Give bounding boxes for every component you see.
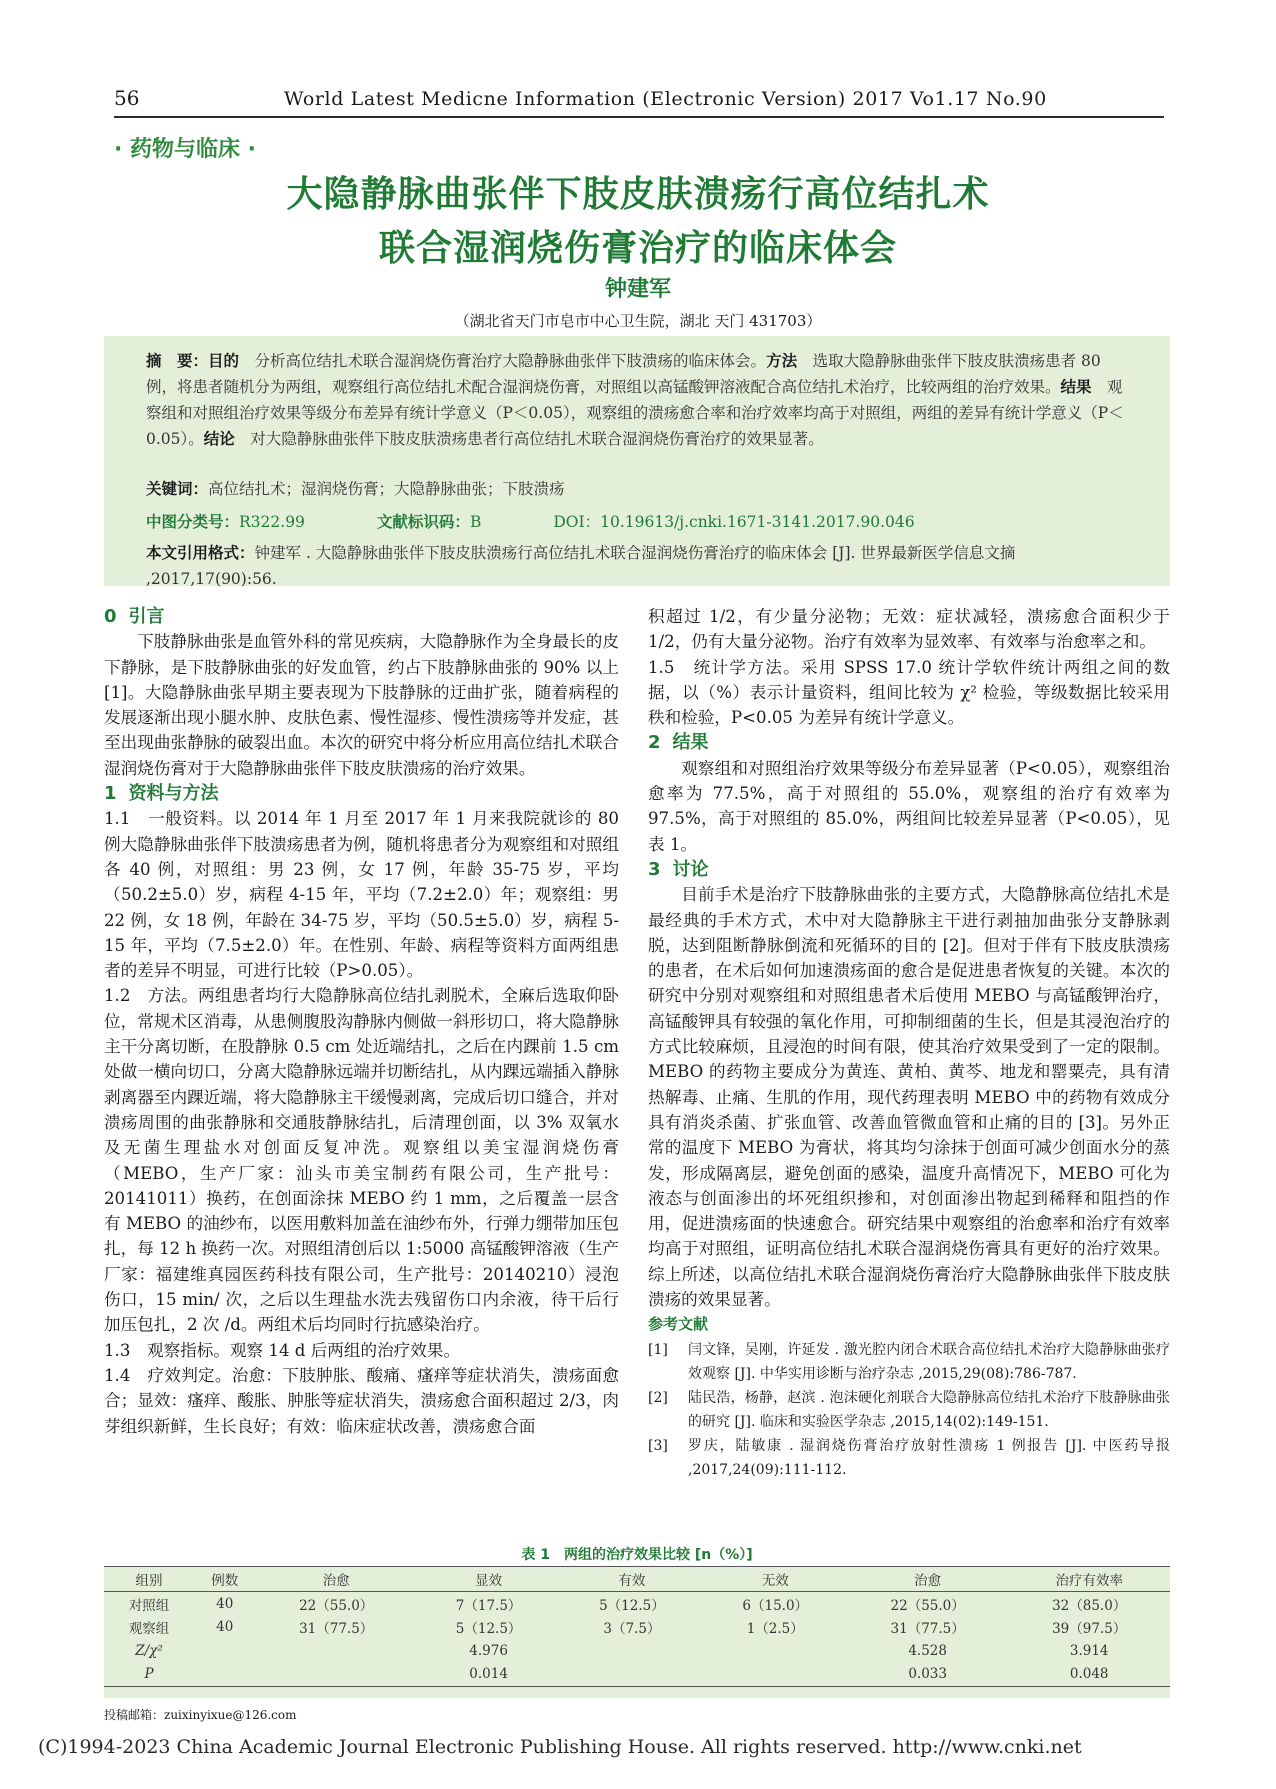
page-number: 56 bbox=[114, 86, 140, 110]
section-tag: · 药物与临床 · bbox=[114, 137, 257, 162]
abstract-text bbox=[146, 348, 1136, 452]
objective-label: 目的 bbox=[208, 352, 240, 370]
result-label: 结果 bbox=[1060, 378, 1092, 396]
section-0-heading: 0 引言 bbox=[104, 606, 165, 627]
subsection-1-4-part1: 1.4 疗效判定。治愈：下肢肿胀、酸痛、瘙痒等症状消失，溃疡面愈合；显效：瘙痒、酸胀、肿胀等症状消失，溃疡愈合面积超过 2/3，肉芽组织新鲜，生长良好；有效：临床症状改善，溃疡愈合面 bbox=[104, 1365, 619, 1436]
clc-label: 中图分类号： bbox=[146, 513, 240, 531]
subsection-1-5: 1.5 统计学方法。采用 SPSS 17.0 统计学软件统计两组之间的数据，以（%）表示计量资料，组间比较为 χ² 检验，等级数据比较采用秩和检验，P<0.05 为差异有统计学意义。 bbox=[648, 657, 1170, 728]
discussion-paragraph: 目前手术是治疗下肢静脉曲张的主要方式，大隐静脉高位结扎术是最经典的手术方式，术中对大隐静脉主干进行剥抽加曲张分支静脉剥脱，达到阻断静脉倒流和死循环的目的 [2]。但对于伴有下肢皮肤溃疡的患者，在术后如何加速溃疡面的愈合是促进患者恢复的关键。本次的研究中分别对观察组和对照组患者术后使用 MEBO 与高锰酸钾治疗，高锰酸钾具有较强的氧化作用，可抑制细菌的生长，但是其浸泡治疗的方式比较麻烦，且浸泡的时间有限，使其治疗效果受到了一定的限制。MEBO 的药物主要成分为黄连、黄柏、黄芩、地龙和罂粟壳，具有清热解毒、止痛、生肌的作用，现代药理表明 MEBO 中的药物有效成分具有消炎杀菌、扩张血管、改善血管微血管和止痛的目的 [3]。另外正常的温度下 MEBO 为膏状，将其均匀涂抹于创面可减少创面水分的蒸发，形成隔离层，避免创面的感染，温度升高情况下，MEBO 可化为液态与创面渗出的坏死组织掺和，对创面渗出物起到稀释和阻挡的作用，促进溃疡面的快速愈合。研究结果中观察组的治愈率和治疗有效率均高于对照组，证明高位结扎术联合湿润烧伤膏具有更好的治疗效果。综上所述，以高位结扎术联合湿润烧伤膏治疗大隐静脉曲张伴下肢皮肤溃疡的效果显著。 bbox=[648, 885, 1170, 1310]
subsection-1-3: 1.3 观察指标。观察 14 d 后两组的治疗效果。 bbox=[104, 1340, 461, 1360]
subsection-1-2: 1.2 方法。两组患者均行大隐静脉高位结扎剥脱术，全麻后选取仰卧位，常规术区消毒，从患侧腹股沟静脉内侧做一斜形切口，将大隐静脉主干分离切断，在股静脉 0.5 cm 处近端结扎，之后在内踝前 1.5 cm 处做一横向切口，分离大隐静脉远端并切断结扎，从内踝远端插入静脉剥离器至内踝近端，将大隐静脉主干缓慢剥离，完成后切口缝合，并对溃疡周围的曲张静脉和交通肢静脉结扎，后清理创面，以 3% 双氧水及无菌生理盐水对创面反复冲洗。观察组以美宝湿润烧伤膏（MEBO，生产厂家：汕头市美宝制药有限公司，生产批号：20141011）换药，在创面涂抹 MEBO 约 1 mm，之后覆盖一层含有 MEBO 的油纱布，以医用敷料加盖在油纱布外，行弹力绷带加压包扎，每 12 h 换药一次。对照组清创后以 1:5000 高锰酸钾溶液（生产厂家：福建维真园医药科技有限公司，生产批号：20140210）浸泡伤口，15 min/ 次，之后以生理盐水洗去残留伤口内余液，待干后行加压包扎，2 次 /d。两组术后均同时行抗感染治疗。 bbox=[104, 986, 619, 1335]
clc-value: R322.99 bbox=[239, 513, 305, 531]
reference-item: [2] 陆民浩，杨静，赵滨 . 泡沫硬化剂联合大隐静脉高位结扎术治疗下肢静脉曲张的研究 [J]. 临床和实验医学杂志 ,2015,14(02):149-151. bbox=[648, 1389, 1170, 1430]
contribution-email: 投稿邮箱：zuixinyixue@126.com bbox=[104, 1708, 297, 1722]
journal-header: World Latest Medicne Information (Electronic Version) 2017 Vo1.17 No.90 bbox=[284, 88, 1047, 110]
body-column-left bbox=[104, 604, 619, 1439]
author: 钟建军 bbox=[604, 277, 671, 302]
method-label: 方法 bbox=[766, 352, 798, 370]
keywords-line bbox=[146, 476, 1136, 502]
objective-text: 分析高位结扎术联合湿润烧伤膏治疗大隐静脉曲张伴下肢溃疡的临床体会。 bbox=[254, 352, 767, 370]
table-header-cell: 治愈 bbox=[255, 1567, 417, 1592]
table-header-cell: 例数 bbox=[194, 1567, 255, 1592]
intro-paragraph: 下肢静脉曲张是血管外科的常见疾病，大隐静脉作为全身最长的皮下静脉，是下肢静脉曲张的好发血管，约占下肢静脉曲张的 90% 以上 [1]。大隐静脉曲张早期主要表现为下肢静脉的迂曲扩张，随着病程的发展逐渐出现小腿水肿、皮肤色素、慢性湿疹、慢性溃疡等并发症，甚至出现曲张静脉的破裂出血。本次的研究中将分析应用高位结扎术联合湿润烧伤膏对于大隐静脉曲张伴下肢皮肤溃疡的治疗效果。 bbox=[104, 632, 619, 778]
doc-value: B bbox=[469, 513, 482, 531]
classification-line bbox=[146, 509, 1136, 535]
table-header-row bbox=[104, 1567, 1170, 1592]
table-caption: 表 1 两组的治疗效果比较 [n（%）] bbox=[521, 1547, 753, 1563]
table-header-cell: 无效 bbox=[704, 1567, 847, 1592]
table-stat-row: P 0.014 0.033 0.048 bbox=[104, 1663, 1170, 1687]
table-header-cell: 显效 bbox=[417, 1567, 560, 1592]
citation-line bbox=[146, 540, 1136, 592]
header-rule bbox=[114, 116, 1164, 118]
cite-text: 钟建军 . 大隐静脉曲张伴下肢皮肤溃疡行高位结扎术联合湿润烧伤膏治疗的临床体会 [J]. 世界最新医学信息文摘 ,2017,17(90):56. bbox=[146, 544, 1016, 588]
reference-item: [1] 闫文锋，吴刚，许延发 . 激光腔内闭合术联合高位结扎术治疗大隐静脉曲张疗效观察 [J]. 中华实用诊断与治疗杂志 ,2015,29(08):786-787. bbox=[648, 1341, 1170, 1382]
copyright-footer: (C)1994-2023 China Academic Journal Electronic Publishing House. All rights reserved. http://www.cnki.net bbox=[38, 1736, 1082, 1758]
doc-label: 文献标识码： bbox=[376, 513, 470, 531]
results-paragraph: 观察组和对照组治疗效果等级分布差异显著（P<0.05），观察组治愈率为 77.5%，高于对照组的 55.0%，观察组的治疗有效率为 97.5%，高于对照组的 85.0%，两组间比较差异显著（P<0.05），见表 1。 bbox=[648, 758, 1170, 854]
section-3-heading: 3 讨论 bbox=[648, 858, 709, 880]
reference-item: [3] 罗庆，陆敏康 . 湿润烧伤膏治疗放射性溃疡 1 例报告 [J]. 中医药导报 ,2017,24(09):111-112. bbox=[648, 1437, 1170, 1478]
doi-value: 10.19613/j.cnki.1671-3141.2017.90.046 bbox=[600, 513, 915, 531]
subsection-1-1: 1.1 一般资料。以 2014 年 1 月至 2017 年 1 月来我院就诊的 80 例大隐静脉曲张伴下肢溃疡患者为例，随机将患者分为观察组和对照组各 40 例，对照组：男 23 例，女 17 例，年龄 35-75 岁，平均（50.2±5.0）岁，病程 4-15 年，平均（7.2±2.0）年；观察组：男 22 例，女 18 例，年龄在 34-75 岁，平均（50.5±5.0）岁，病程 5-15 年，平均（7.5±2.0）年。在性别、年龄、病程等资料方面两组患者的差异不明显，可进行比较（P>0.05）。 bbox=[104, 809, 619, 981]
abstract-label: 摘 要： bbox=[146, 352, 209, 370]
affiliation: （湖北省天门市皂市中心卫生院，湖北 天门 431703） bbox=[454, 312, 822, 330]
table-stat-row: Z/χ² 4.976 4.528 3.914 bbox=[135, 1642, 1109, 1659]
doi-label: DOI： bbox=[553, 513, 601, 531]
body-column-right bbox=[648, 604, 1170, 1482]
keywords-text: 高位结扎术；湿润烧伤膏；大隐静脉曲张；下肢溃疡 bbox=[208, 480, 565, 498]
conclusion-text: 对大隐静脉曲张伴下肢皮肤溃疡患者行高位结扎术联合湿润烧伤膏治疗的效果显著。 bbox=[250, 430, 824, 448]
cite-label: 本文引用格式： bbox=[146, 544, 255, 562]
method-text: 选取大隐静脉曲张伴下肢皮肤溃疡患者 80 例，将患者随机分为两组，观察组行高位结扎术配合湿润烧伤膏，对照组以高锰酸钾溶液配合高位结扎术治疗，比较两组的治疗效果。 bbox=[146, 352, 1101, 396]
article-title-line-2: 联合湿润烧伤膏治疗的临床体会 bbox=[378, 228, 897, 269]
section-2-heading: 2 结果 bbox=[648, 732, 709, 754]
table-row: 对照组 40 22（55.0） 7（17.5） 5（12.5） 6（15.0） 22（55.0） 32（85.0） bbox=[128, 1595, 1127, 1614]
article-title-line-1: 大隐静脉曲张伴下肢皮肤溃疡行高位结扎术 bbox=[286, 174, 990, 215]
result-text: 观察组和对照组治疗效果等级分布差异有统计学意义（P＜0.05），观察组的溃疡愈合率和治疗效率均高于对照组，两组的差异有统计学意义（P＜0.05）。 bbox=[146, 378, 1124, 448]
keywords-label: 关键词： bbox=[146, 480, 209, 498]
conclusion-label: 结论 bbox=[203, 430, 235, 448]
section-1-heading: 1 资料与方法 bbox=[104, 783, 219, 805]
references-heading: 参考文献 bbox=[648, 1315, 709, 1334]
table-header-cell: 有效 bbox=[560, 1567, 703, 1592]
table-header-cell: 组别 bbox=[104, 1567, 194, 1592]
subsection-1-4-part2: 积超过 1/2，有少量分泌物；无效：症状减轻，溃疡愈合面积少于 1/2，仍有大量分泌物。治疗有效率为显效率、有效率与治愈率之和。 bbox=[648, 607, 1170, 652]
results-table bbox=[104, 1566, 1170, 1687]
table-row: 观察组 40 31（77.5） 5（12.5） 3（7.5） 1（2.5） 31（77.5） 39（97.5） bbox=[128, 1619, 1127, 1638]
table-header-cell: 治疗有效率 bbox=[1008, 1567, 1170, 1592]
table-header-cell: 治愈 bbox=[847, 1567, 1009, 1592]
